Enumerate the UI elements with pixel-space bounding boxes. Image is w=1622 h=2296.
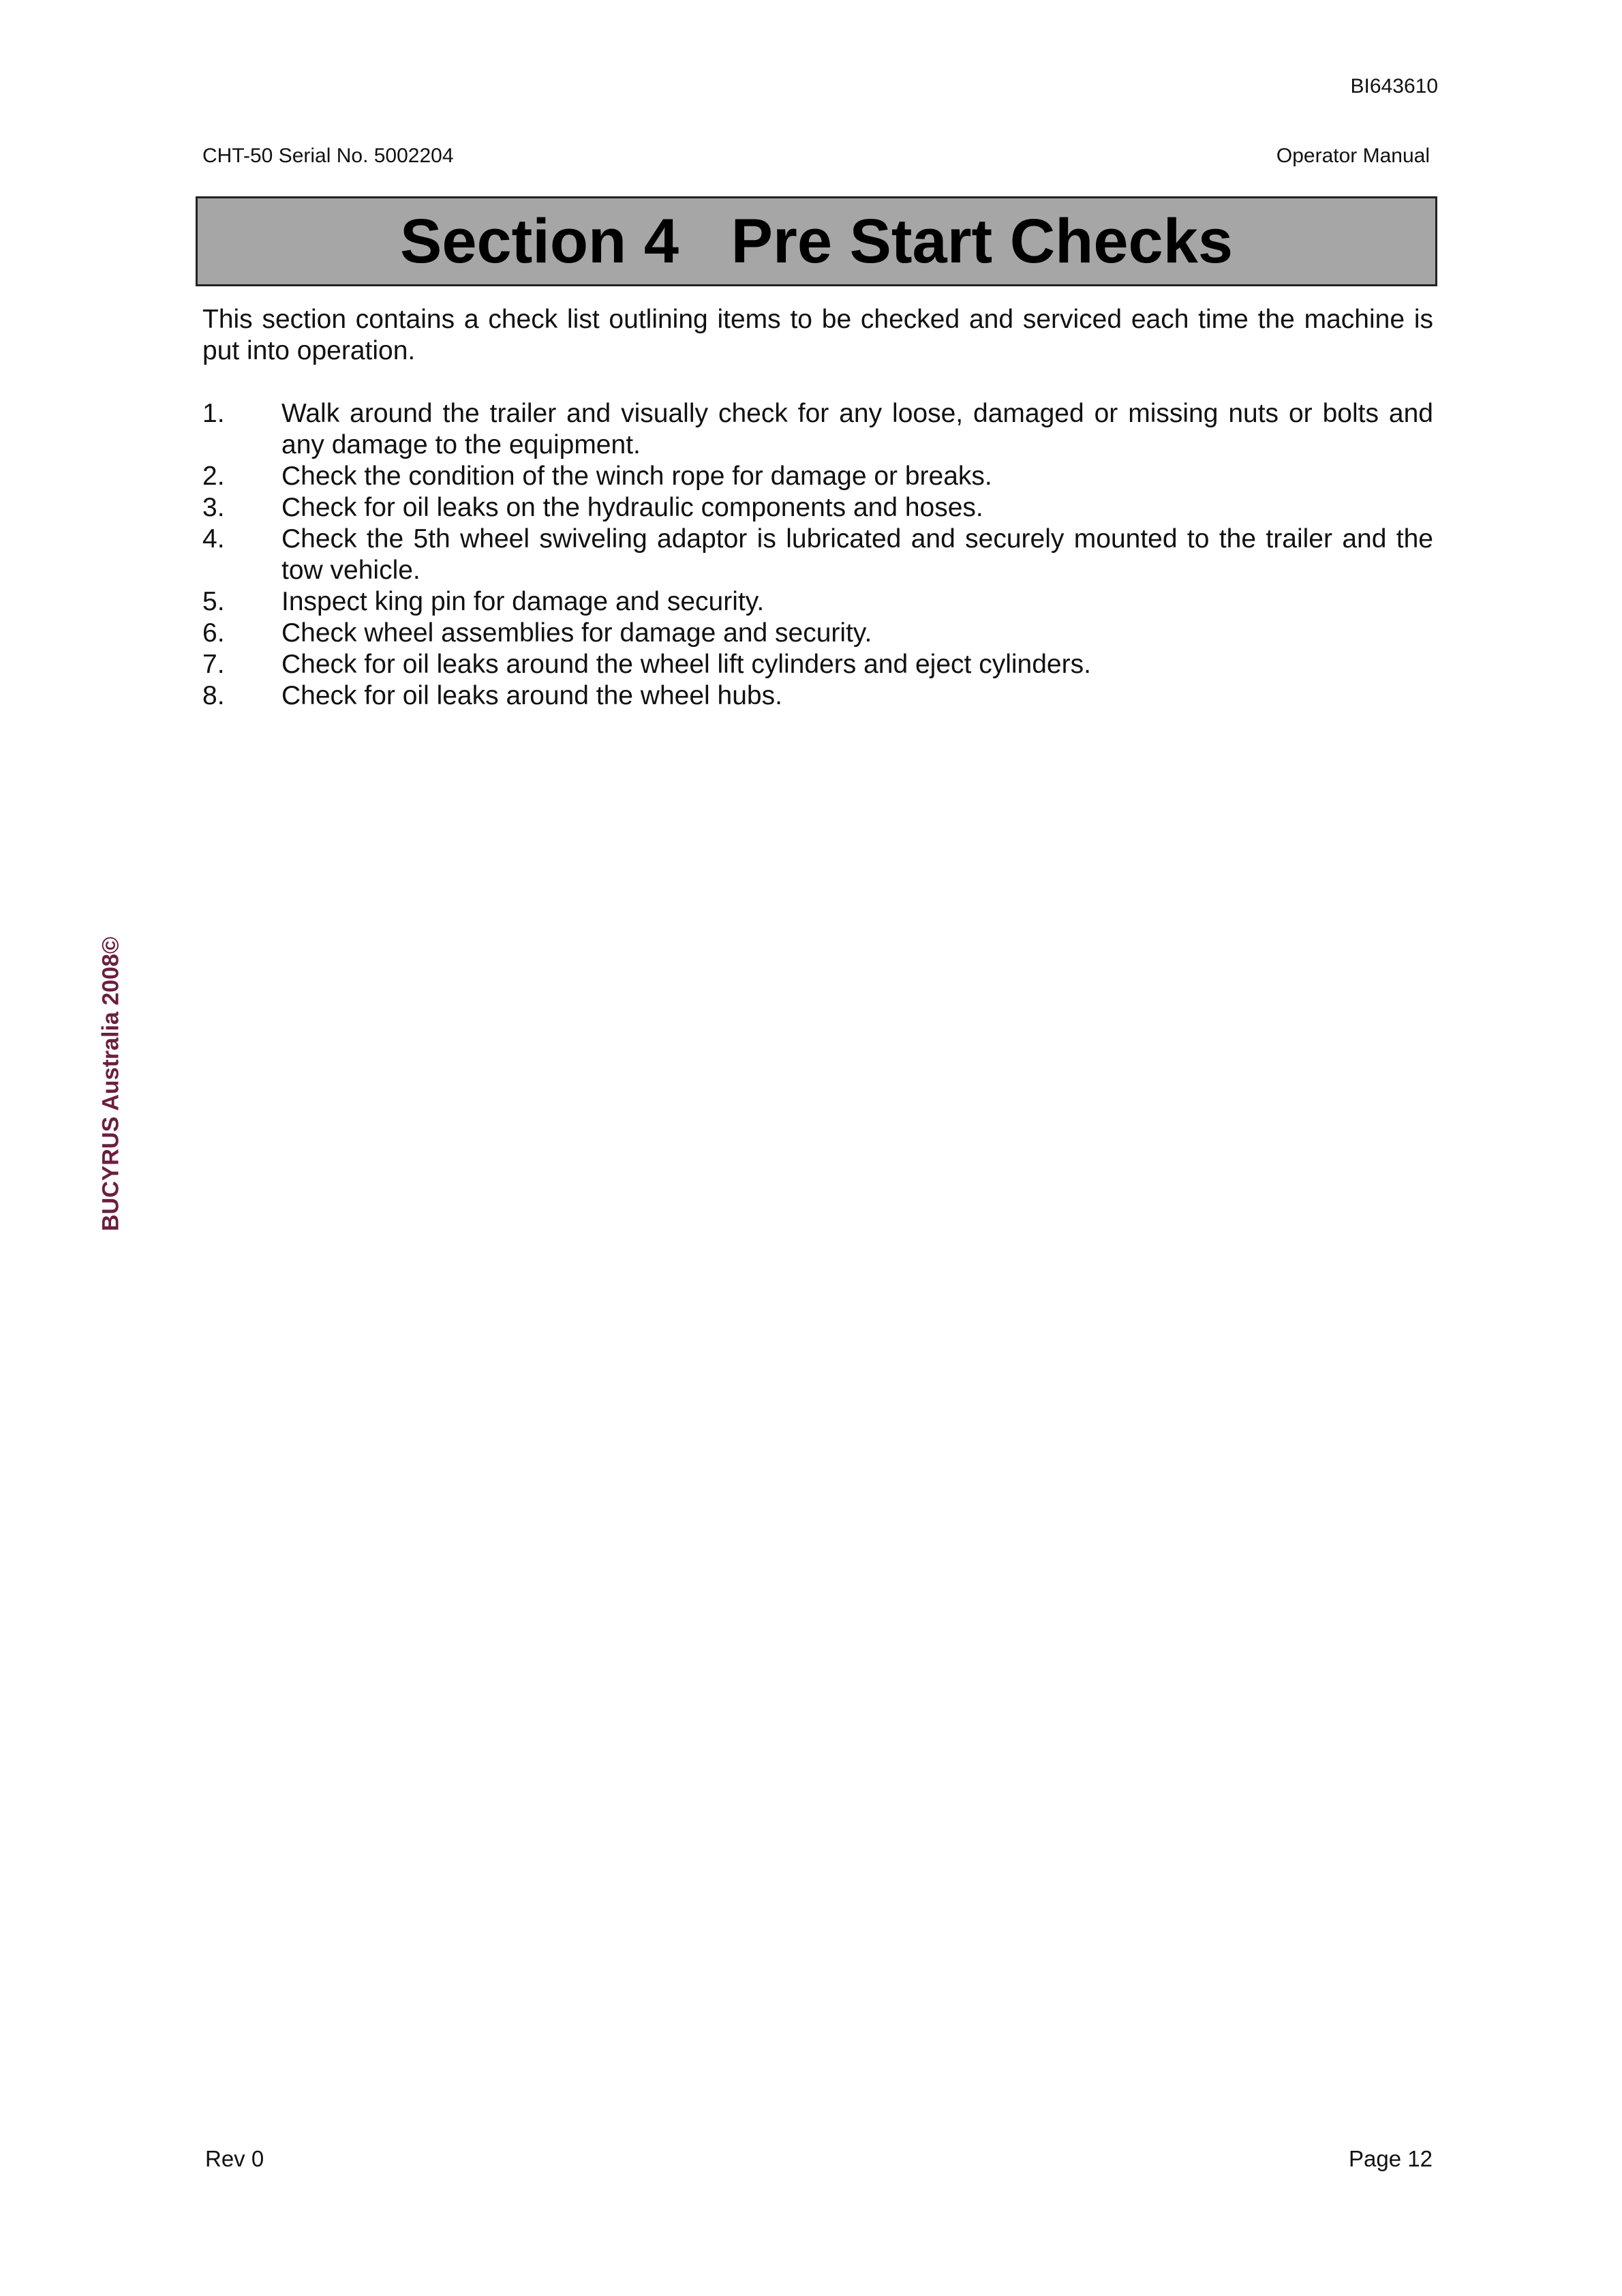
checklist-item-text: Check the 5th wheel swiveling adaptor is lubricated and securely mounted to the trailer and the tow vehicle. xyxy=(281,524,1433,585)
checklist-item-number: 3. xyxy=(202,493,225,522)
intro-paragraph: This section contains a check list outlining items to be checked and serviced each time the machine is put into operation. xyxy=(202,305,1433,365)
checklist-item-number: 6. xyxy=(202,618,225,648)
checklist-item xyxy=(202,618,1433,649)
pre-start-checklist xyxy=(202,398,1433,712)
checklist-item-number: 5. xyxy=(202,587,225,616)
checklist-item xyxy=(202,461,1433,492)
copyright-watermark: BUCYRUS Australia 2008© xyxy=(97,937,124,1231)
checklist-item-text: Check for oil leaks on the hydraulic components and hoses. xyxy=(281,493,983,522)
checklist-item xyxy=(202,492,1433,524)
revision-footer: Rev 0 xyxy=(205,2146,264,2171)
checklist-item-number: 4. xyxy=(202,524,225,554)
section-banner xyxy=(196,196,1437,286)
model-serial-header: CHT-50 Serial No. 5002204 xyxy=(202,145,454,167)
checklist-item xyxy=(202,649,1433,680)
checklist-item xyxy=(202,586,1433,618)
checklist-item-text: Check the condition of the winch rope for damage or breaks. xyxy=(281,462,992,491)
checklist-item xyxy=(202,398,1433,461)
checklist-item-number: 1. xyxy=(202,399,225,428)
checklist-item-text: Inspect king pin for damage and security. xyxy=(281,587,765,616)
checklist-item-text: Check wheel assemblies for damage and security. xyxy=(281,618,872,648)
checklist-item xyxy=(202,680,1433,712)
page-number-footer: Page 12 xyxy=(1349,2146,1433,2171)
section-title: Section 4 Pre Start Checks xyxy=(399,206,1234,276)
checklist-item-text: Check for oil leaks around the wheel hubs. xyxy=(281,681,782,710)
checklist-item-number: 2. xyxy=(202,462,225,491)
manual-type-header: Operator Manual xyxy=(1276,145,1430,167)
checklist-item-text: Walk around the trailer and visually check for any loose, damaged or missing nuts or bolts and any damage to the equipment. xyxy=(281,399,1433,459)
checklist-item xyxy=(202,524,1433,586)
checklist-item-number: 7. xyxy=(202,650,225,679)
document-id: BI643610 xyxy=(1350,75,1438,97)
checklist-item-text: Check for oil leaks around the wheel lift cylinders and eject cylinders. xyxy=(281,650,1091,679)
checklist-item-number: 8. xyxy=(202,681,225,710)
